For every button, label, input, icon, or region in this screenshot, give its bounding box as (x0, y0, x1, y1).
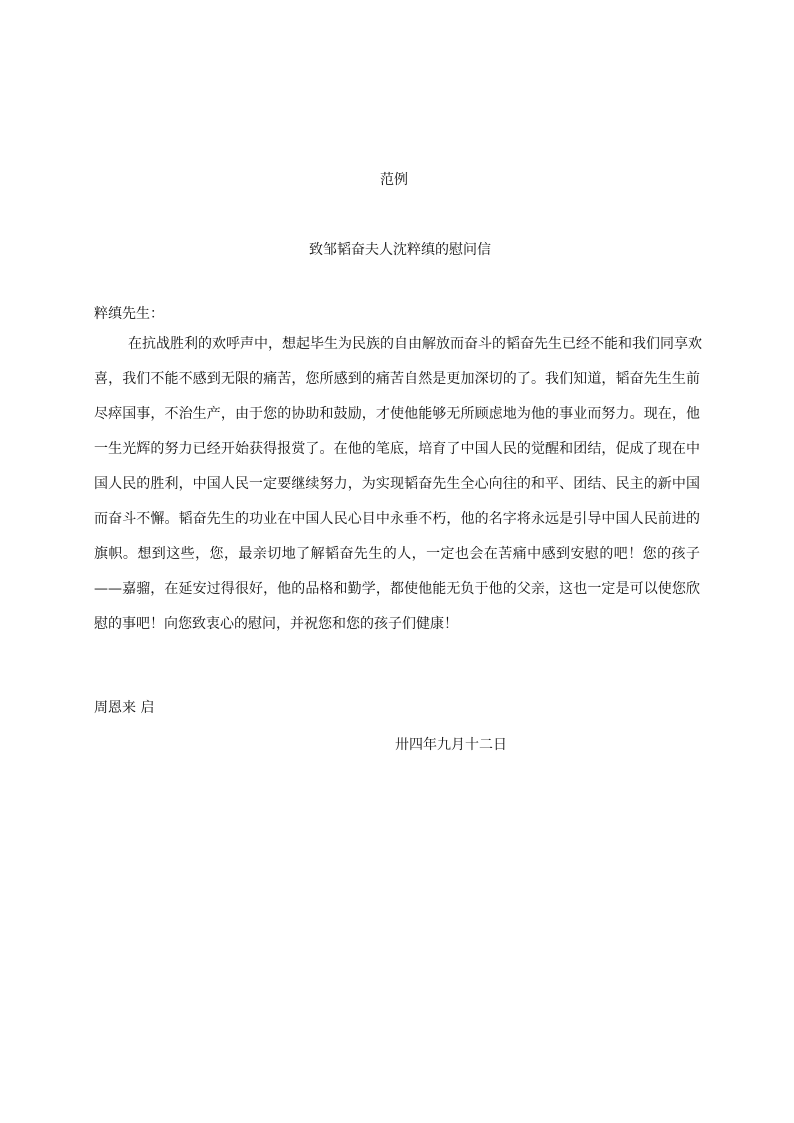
letter-body (94, 333, 700, 648)
body-line: 一生光辉的努力已经开始获得报赏了。在他的笔底，培育了中国人民的觉醒和团结，促成了现在中 (94, 441, 700, 457)
document-heading: 范例 (380, 172, 408, 188)
letter-date: 卅四年九月十二日 (395, 737, 507, 753)
body-line: 旗帜。想到这些，您，最亲切地了解韬奋先生的人，一定也会在苦痛中感到安慰的吧！您的孩子 (94, 546, 700, 562)
signature: 周恩来 启 (94, 700, 155, 716)
body-line: 而奋斗不懈。韬奋先生的功业在中国人民心目中永垂不朽，他的名字将永远是引导中国人民前进的 (94, 511, 700, 527)
salutation: 粹缜先生： (94, 306, 164, 322)
body-line: 尽瘁国事，不治生产，由于您的协助和鼓励，才使他能够无所顾虑地为他的事业而努力。现在，他 (94, 406, 700, 422)
body-line: 在抗战胜利的欢呼声中，想起毕生为民族的自由解放而奋斗的韬奋先生已经不能和我们同享欢 (128, 336, 702, 352)
body-line: 喜，我们不能不感到无限的痛苦，您所感到的痛苦自然是更加深切的了。我们知道，韬奋先生生前 (94, 371, 700, 387)
letter-title: 致邹韬奋夫人沈粹缜的慰问信 (309, 242, 491, 258)
body-line: ——嘉骝，在延安过得很好，他的品格和勤学，都使他能无负于他的父亲，这也一定是可以使您欣 (94, 581, 700, 597)
body-line: 慰的事吧！向您致衷心的慰问，并祝您和您的孩子们健康！ (94, 616, 458, 632)
body-line: 国人民的胜利，中国人民一定要继续努力，为实现韬奋先生全心向往的和平、团结、民主的新中国 (94, 476, 700, 492)
